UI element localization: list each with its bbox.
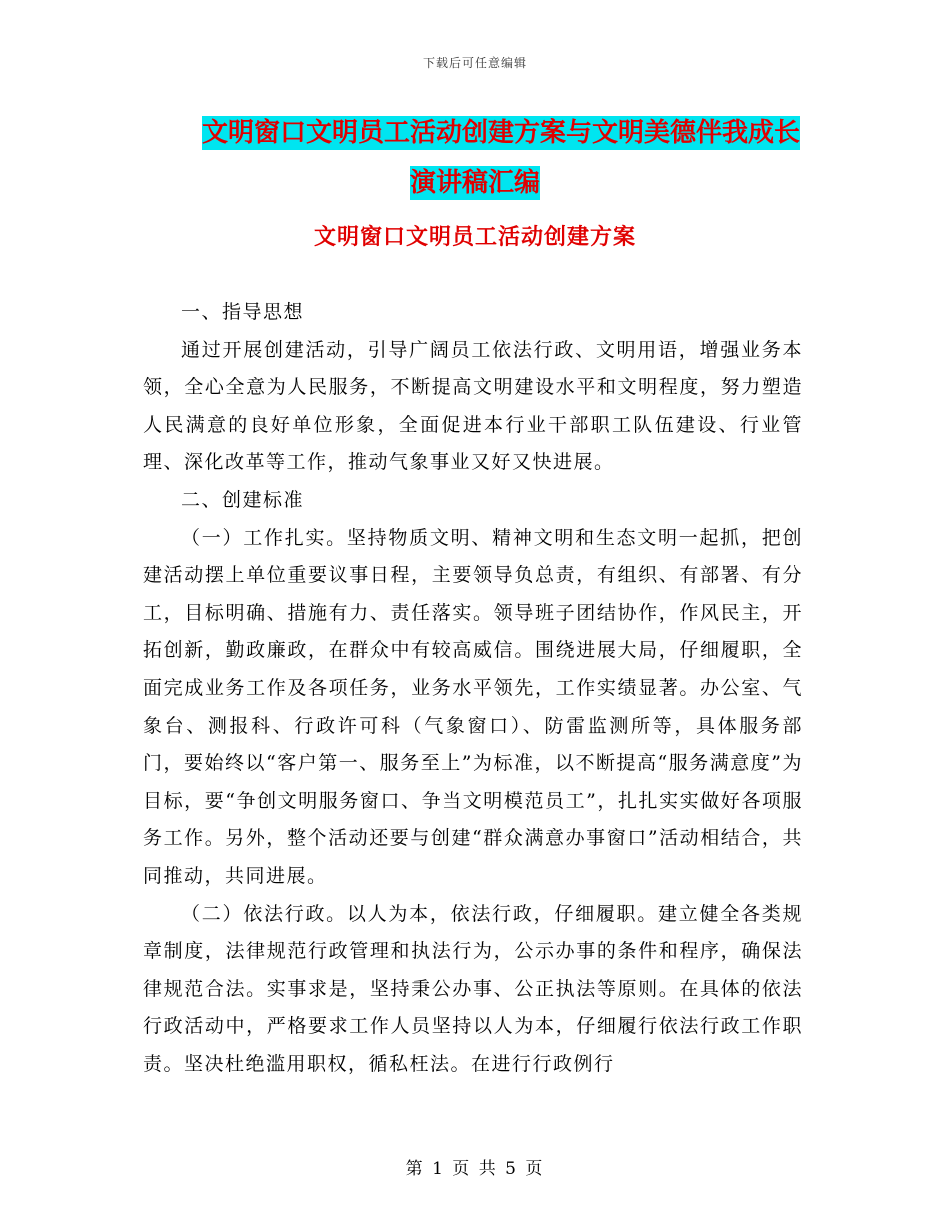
heading-creation-standards: 二、创建标准 — [181, 488, 305, 511]
page-header-note: 下载后可任意编辑 — [422, 56, 527, 70]
document-title-line-1: 文明窗口文明员工活动创建方案与文明美德伴我成长 — [201, 118, 800, 148]
section-title: 文明窗口文明员工活动创建方案 — [313, 225, 636, 250]
heading-guiding-ideology: 一、指导思想 — [181, 301, 305, 323]
paragraph-law-administration: （二）依法行政。以人为本，依法行政，仔细履职。建立健全各类规章制度，法律规范行政管理和执法行为，公示办事的条件和程序，确保法律规范合法。实事求是，坚持秉公办事、公正执法等原则。在具体的依法行政活动中，严格要求工作人员坚持以人为本，仔细履行依法行政工作职责。坚决杜绝滥用职权，循私枉法。在进行行政例行 — [143, 902, 803, 1075]
page-number-footer: 第 1 页 共 5 页 — [405, 1159, 545, 1179]
paragraph-guiding-ideology: 通过开展创建活动，引导广阔员工依法行政、文明用语，增强业务本领，全心全意为人民服务，不断提高文明建设水平和文明程度，努力塑造人民满意的良好单位形象，全面促进本行业干部职工队伍建设、行业管理、深化改革等工作，推动气象事业又好又快进展。 — [143, 338, 803, 474]
document-body — [143, 294, 803, 1083]
document-title — [0, 108, 950, 208]
paragraph-work-solid: （一）工作扎实。坚持物质文明、精神文明和生态文明一起抓，把创建活动摆上单位重要议事日程，主要领导负总责，有组织、有部署、有分工，目标明确、措施有力、责任落实。领导班子团结协作，作风民主，开拓创新，勤政廉政，在群众中有较高威信。围绕进展大局，仔细履职，全面完成业务工作及各项任务，业务水平领先，工作实绩显著。办公室、气象台、测报科、行政许可科（气象窗口）、防雷监测所等，具体服务部门，要始终以“客户第一、服务至上”为标准，以不断提高“服务满意度”为目标，要“争创文明服务窗口、争当文明模范员工”，扎扎实实做好各项服务工作。另外，整个活动还要与创建“群众满意办事窗口”活动相结合，共同推动，共同进展。 — [143, 526, 803, 887]
document-title-line-2: 演讲稿汇编 — [409, 168, 540, 198]
